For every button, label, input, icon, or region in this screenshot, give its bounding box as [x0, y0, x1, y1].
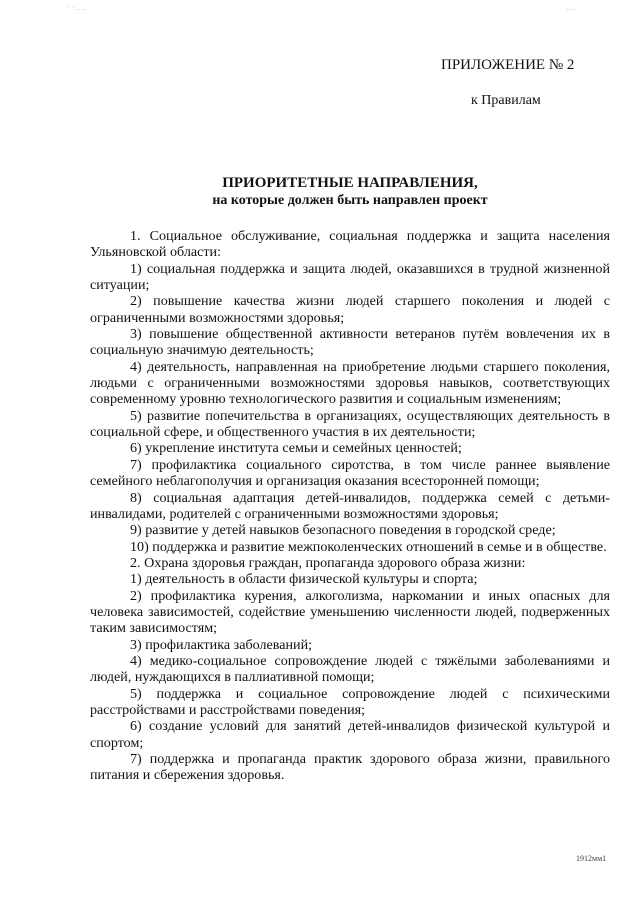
paragraph: 6) создание условий для занятий детей-инвалидов физической культурой и спортом; — [90, 718, 610, 751]
paragraph: 4) медико-социальное сопровождение людей с тяжёлыми заболеваниями и людей, нуждающихся в паллиативной помощи; — [90, 652, 610, 686]
document-subheading: на которые должен быть направлен проект — [212, 193, 488, 208]
paragraph: 3) профилактика заболеваний; — [130, 636, 313, 653]
document-body — [90, 228, 610, 784]
paragraph: 1. Социальное обслуживание, социальная поддержка и защита населения Ульяновской области: — [90, 228, 610, 261]
paragraph: 8) социальная адаптация детей-инвалидов, поддержка семей с детьми-инвалидами, родителей с ограниченными возможностями здоровья; — [90, 489, 610, 522]
appendix-subtitle: к Правилам — [471, 93, 541, 108]
paragraph: 2) профилактика курения, алкоголизма, наркомании и иных опасных для человека зависимостей, содействие уменьшению численности людей, подверженных таким зависимостям; — [90, 587, 610, 637]
scan-mark-right: ‥‥ — [566, 4, 578, 12]
paragraph: 9) развитие у детей навыков безопасного поведения в городской среде; — [130, 522, 556, 539]
paragraph: 2. Охрана здоровья граждан, пропаганда здорового образа жизни: — [130, 554, 526, 571]
paragraph: 3) повышение общественной активности ветеранов путём вовлечения их в социальную значимую деятельность; — [90, 326, 610, 359]
appendix-title: ПРИЛОЖЕНИЕ № 2 — [441, 57, 575, 73]
paragraph: 5) развитие попечительства в организациях, осуществляющих деятельность в социальной сфере, и общественного участия в их деятельности; — [90, 407, 610, 441]
paragraph: 2) повышение качества жизни людей старшего поколения и людей с ограниченными возможностями здоровья; — [90, 293, 610, 326]
paragraph: 7) поддержка и пропаганда практик здорового образа жизни, правильного питания и сбережения здоровья. — [90, 751, 610, 784]
paragraph: 1) деятельность в области физической культуры и спорта; — [130, 571, 478, 588]
footer-code: 1912мм1 — [576, 854, 607, 863]
paragraph: 10) поддержка и развитие межпоколенческих отношений в семье и в обществе. — [130, 538, 607, 555]
paragraph: 5) поддержка и социальное сопровождение людей с психическими расстройствами и расстройствами поведения; — [90, 685, 610, 718]
paragraph: 7) профилактика социального сиротства, в том числе раннее выявление семейного неблагополучия и организация оказания всесторонней помощи; — [90, 456, 610, 490]
paragraph: 4) деятельность, направленная на приобретение людьми старшего поколения, людьми с ограниченными возможностями здоровья навыков, соответствующих современному уровню технологического развития и социальным изменениям; — [90, 358, 610, 408]
scan-mark-left: · ·‥‥ — [66, 4, 87, 12]
paragraph: 1) социальная поддержка и защита людей, оказавшихся в трудной жизненной ситуации; — [90, 260, 610, 294]
paragraph: 6) укрепление института семьи и семейных ценностей; — [130, 440, 462, 457]
document-heading: ПРИОРИТЕТНЫЕ НАПРАВЛЕНИЯ, — [222, 175, 478, 191]
